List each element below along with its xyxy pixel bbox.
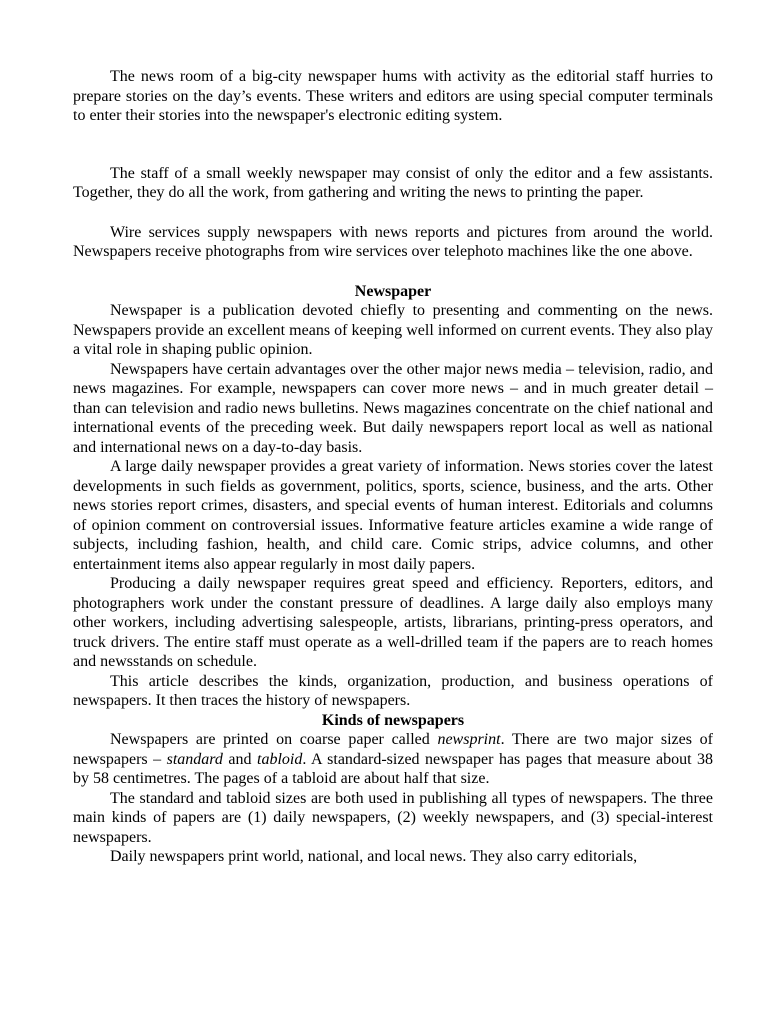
intro-paragraph-2: The staff of a small weekly newspaper may consist of only the editor and a few assistants. Together, they do all the work, from gathering and writing the news to printing the paper. [73, 164, 713, 201]
newspaper-paragraph-3: A large daily newspaper provides a great variety of information. News stories cover the latest developments in such fields as government, politics, sports, science, business, and the arts. Other news stories report crimes, disasters, and special events of human interest. Editorials and columns of opinion comment on controversial issues. Informative feature articles examine a wide range of subjects, including fashion, health, and child care. Comic strips, advice columns, and other entertainment items also appear regularly in most daily papers. [73, 458, 713, 573]
document-page [73, 67, 713, 867]
newspaper-paragraph-1: Newspaper is a publication devoted chiefly to presenting and commenting on the news. Newspapers provide an excellent means of keeping well informed on current events. They also play a vital role in shaping public opinion. [73, 302, 713, 358]
kinds-p1-text-3: and [222, 750, 258, 768]
newspaper-paragraph-5: This article describes the kinds, organization, production, and business operations of newspapers. It then traces the history of newspapers. [73, 672, 713, 709]
section-heading-kinds: Kinds of newspapers [321, 711, 465, 729]
newspaper-paragraph-4: Producing a daily newspaper requires great speed and efficiency. Reporters, editors, and photographers work under the constant pressure of deadlines. A large daily also employs many other workers, including advertising salespeople, artists, librarians, printing-press operators, and truck drivers. The entire staff must operate as a well-drilled team if the papers are to reach homes and newsstands on schedule. [73, 575, 713, 670]
kinds-paragraph-2: The standard and tabloid sizes are both used in publishing all types of newspapers. The three main kinds of papers are (1) daily newspapers, (2) weekly newspapers, and (3) special-interest newspapers. [73, 789, 713, 846]
newspaper-paragraph-2: Newspapers have certain advantages over the other major news media – television, radio, and news magazines. For example, newspapers can cover more news – and in much greater detail – than can television and radio news bulletins. News magazines concentrate on the chief national and international events of the preceding week. But daily newspapers report local as well as national and international news on a day-to-day basis. [73, 360, 713, 456]
kinds-paragraph-3: Daily newspapers print world, national, and local news. They also carry editorials, [110, 848, 638, 865]
kinds-paragraph-1 [73, 730, 713, 789]
section-heading-newspaper: Newspaper [354, 282, 432, 300]
kinds-p1-text-1: Newspapers are printed on coarse paper called [110, 731, 438, 748]
kinds-p1-text-2: . There are two major sizes of newspapers – [73, 731, 713, 768]
term-newsprint: newsprint [437, 731, 501, 748]
intro-paragraph-1: The news room of a big-city newspaper hums with activity as the editorial staff hurries to prepare stories on the day’s events. These writers and editors are using special computer terminals to enter their stories into the newspaper's electronic editing system. [73, 68, 713, 124]
intro-paragraph-3: Wire services supply newspapers with news reports and pictures from around the world. Newspapers receive photographs from wire services over telephoto machines like the one above. [73, 223, 713, 260]
term-tabloid: tabloid [257, 750, 303, 768]
term-standard: standard [166, 750, 223, 768]
kinds-p1-text-4: . A standard-sized newspaper has pages that measure about 38 by 58 centimetres. The pages of a tabloid are about half that size. [73, 750, 713, 787]
